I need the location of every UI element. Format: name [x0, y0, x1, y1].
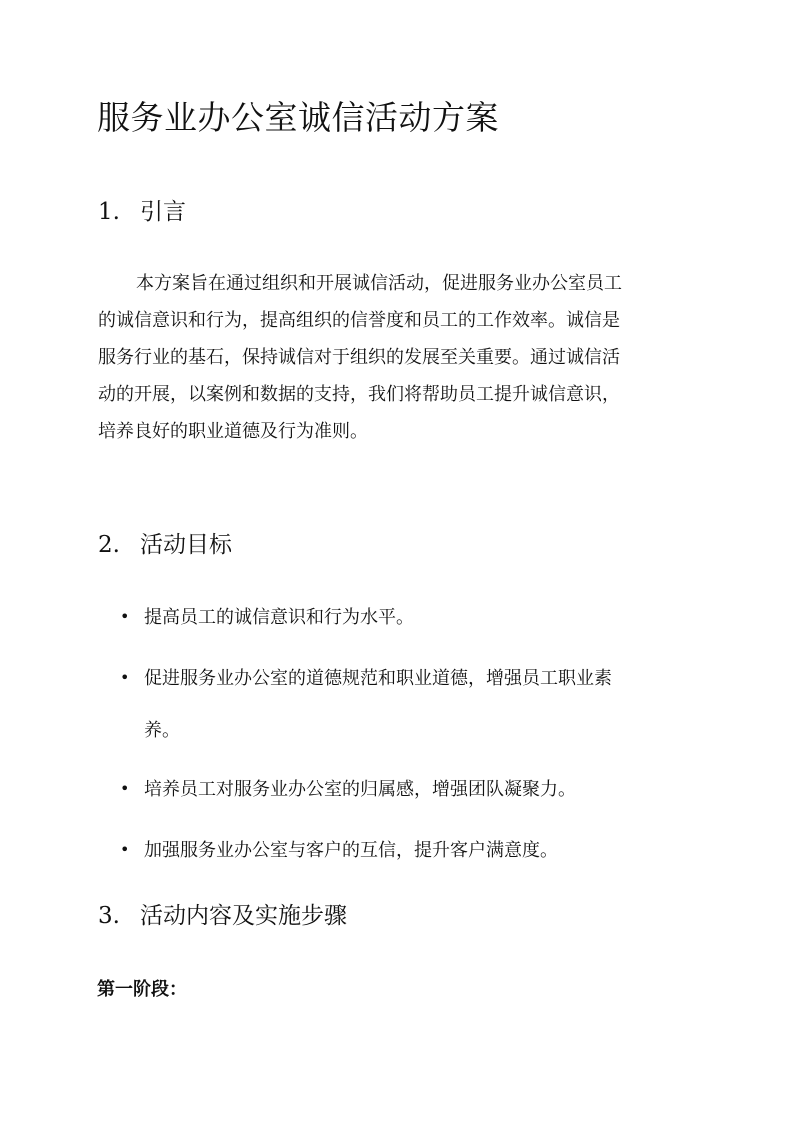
list-item-line: 养。	[144, 720, 180, 741]
section-title: 活动目标	[140, 532, 232, 558]
section-number: 3.	[98, 903, 120, 929]
list-item-text	[144, 772, 704, 808]
list-item-line: 促进服务业办公室的道德规范和职业道德，增强员工职业素	[144, 668, 612, 689]
intro-paragraph	[98, 265, 704, 450]
paragraph-line: 服务行业的基石，保持诚信对于组织的发展至关重要。通过诚信活	[98, 347, 620, 368]
bullet-icon: •	[120, 840, 130, 859]
list-item-line: 加强服务业办公室与客户的互信，提升客户满意度。	[144, 840, 558, 861]
list-item-line: 培养员工对服务业办公室的归属感，增强团队凝聚力。	[144, 779, 576, 800]
bullet-icon: •	[120, 607, 130, 626]
section-heading-goals	[98, 529, 232, 561]
paragraph-line: 动的开展，以案例和数据的支持，我们将帮助员工提升诚信意识，	[98, 384, 620, 405]
section-heading-intro	[98, 196, 186, 228]
phase-subheading: 第一阶段：	[97, 979, 187, 1000]
bullet-icon: •	[120, 779, 130, 798]
document-title: 服务业办公室诚信活动方案	[97, 98, 499, 137]
bullet-icon: •	[120, 668, 130, 687]
paragraph-line: 本方案旨在通过组织和开展诚信活动，促进服务业办公室员工	[136, 273, 622, 294]
list-item-line: 提高员工的诚信意识和行为水平。	[144, 607, 414, 628]
list-item-text	[144, 661, 704, 749]
section-number: 1.	[98, 199, 120, 225]
section-heading-activities	[98, 900, 347, 932]
section-title: 活动内容及实施步骤	[140, 903, 347, 929]
paragraph-line: 的诚信意识和行为，提高组织的信誉度和员工的工作效率。诚信是	[98, 310, 620, 331]
list-item-text	[144, 833, 704, 869]
paragraph-line: 培养良好的职业道德及行为准则。	[98, 421, 368, 442]
section-title: 引言	[140, 199, 186, 225]
section-number: 2.	[98, 532, 120, 558]
list-item-text	[144, 600, 704, 636]
